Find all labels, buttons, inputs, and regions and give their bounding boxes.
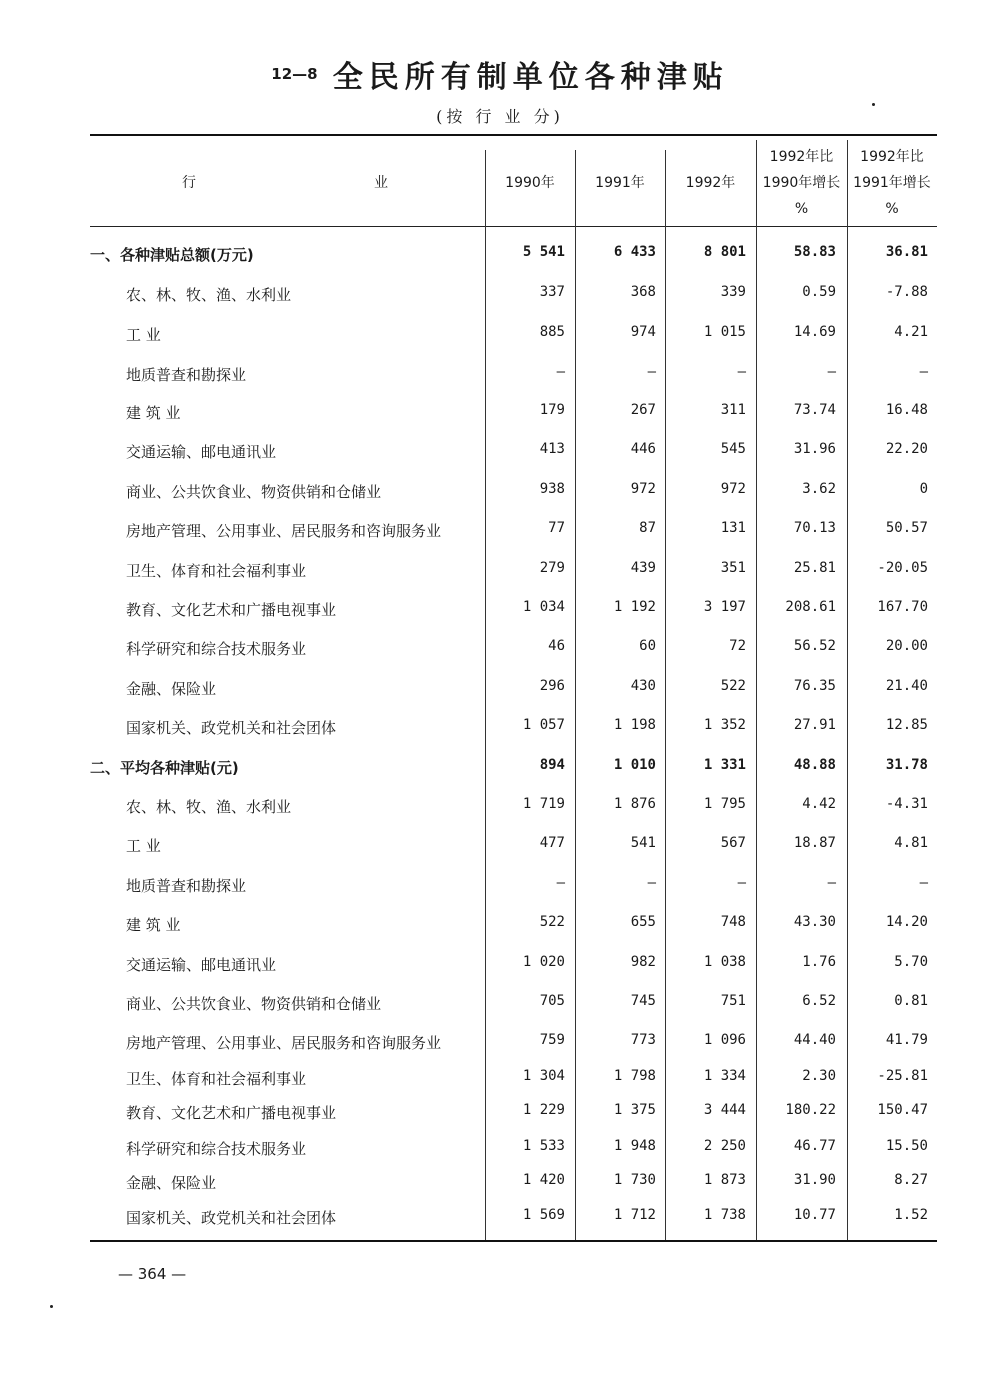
cell-g91: 14.20 bbox=[885, 914, 928, 930]
cell-g91: — bbox=[919, 875, 928, 891]
table-row bbox=[90, 595, 937, 623]
row-label: 地质普查和勘探业 bbox=[126, 877, 247, 895]
table-row bbox=[90, 792, 937, 820]
cell-v1992: 751 bbox=[720, 993, 746, 1009]
cell-v1990: 1 304 bbox=[522, 1068, 565, 1084]
cell-g90: 76.35 bbox=[793, 678, 836, 694]
cell-v1990: 77 bbox=[548, 520, 565, 536]
cell-v1992: 748 bbox=[720, 914, 746, 930]
cell-v1991: 1 375 bbox=[613, 1102, 656, 1118]
row-label: 商业、公共饮食业、物资供销和仓储业 bbox=[126, 995, 382, 1013]
table-row bbox=[90, 1028, 937, 1056]
cell-g91: 0.81 bbox=[894, 993, 928, 1009]
cell-v1990: 885 bbox=[539, 324, 565, 340]
row-label: 一、各种津贴总额(万元) bbox=[90, 246, 254, 264]
table-row bbox=[90, 950, 937, 978]
cell-v1992: 1 015 bbox=[703, 324, 746, 340]
table-number: 12—8 bbox=[271, 65, 318, 83]
row-label: 金融、保险业 bbox=[126, 1174, 217, 1192]
cell-v1990: 1 569 bbox=[522, 1207, 565, 1223]
cell-v1991: 1 192 bbox=[613, 599, 656, 615]
table-top-rule bbox=[90, 134, 937, 136]
section-row bbox=[90, 240, 937, 268]
header-1990: 1990年 bbox=[505, 175, 555, 191]
cell-v1992: 339 bbox=[720, 284, 746, 300]
cell-v1991: 267 bbox=[630, 402, 656, 418]
table-row bbox=[90, 831, 937, 859]
cell-g90: 44.40 bbox=[793, 1032, 836, 1048]
cell-g91: -7.88 bbox=[885, 284, 928, 300]
cell-g90: 27.91 bbox=[793, 717, 836, 733]
cell-v1992: 1 795 bbox=[703, 796, 746, 812]
table-row bbox=[90, 910, 937, 938]
cell-g90: — bbox=[827, 875, 836, 891]
cell-v1992: 72 bbox=[729, 638, 746, 654]
cell-v1991: 745 bbox=[630, 993, 656, 1009]
cell-v1990: 337 bbox=[539, 284, 565, 300]
row-label: 房地产管理、公用事业、居民服务和咨询服务业 bbox=[126, 1034, 442, 1052]
table-row bbox=[90, 989, 937, 1017]
cell-v1992: 3 197 bbox=[703, 599, 746, 615]
cell-g91: 16.48 bbox=[885, 402, 928, 418]
cell-g90: 46.77 bbox=[793, 1138, 836, 1154]
cell-v1991: 1 798 bbox=[613, 1068, 656, 1084]
cell-v1990: 1 020 bbox=[522, 954, 565, 970]
cell-v1990: 279 bbox=[539, 560, 565, 576]
table-row bbox=[90, 1168, 937, 1196]
cell-v1991: 541 bbox=[630, 835, 656, 851]
cell-v1990: 413 bbox=[539, 441, 565, 457]
cell-g91: 0 bbox=[919, 481, 928, 497]
cell-v1990: 938 bbox=[539, 481, 565, 497]
row-label: 卫生、体育和社会福利事业 bbox=[126, 1070, 307, 1088]
cell-v1991: — bbox=[647, 364, 656, 380]
cell-v1992: 8 801 bbox=[703, 244, 746, 260]
cell-g90: 56.52 bbox=[793, 638, 836, 654]
page-number: — 364 — bbox=[118, 1265, 187, 1283]
cell-g90: 180.22 bbox=[785, 1102, 836, 1118]
cell-v1991: 439 bbox=[630, 560, 656, 576]
cell-v1992: — bbox=[737, 364, 746, 380]
cell-v1991: 368 bbox=[630, 284, 656, 300]
cell-g91: 1.52 bbox=[894, 1207, 928, 1223]
cell-v1992: 311 bbox=[720, 402, 746, 418]
cell-v1990: 1 533 bbox=[522, 1138, 565, 1154]
cell-v1990: 705 bbox=[539, 993, 565, 1009]
cell-v1992: 567 bbox=[720, 835, 746, 851]
table-row bbox=[90, 556, 937, 584]
cell-v1991: 1 948 bbox=[613, 1138, 656, 1154]
cell-v1990: 1 057 bbox=[522, 717, 565, 733]
cell-g91: 15.50 bbox=[885, 1138, 928, 1154]
cell-v1990: — bbox=[556, 364, 565, 380]
table-row bbox=[90, 280, 937, 308]
table-title: 全民所有制单位各种津贴 bbox=[332, 60, 729, 95]
cell-g90: 208.61 bbox=[785, 599, 836, 615]
row-label: 建 筑 业 bbox=[126, 916, 181, 934]
cell-g90: 73.74 bbox=[793, 402, 836, 418]
table-row bbox=[90, 1134, 937, 1162]
cell-v1992: 351 bbox=[720, 560, 746, 576]
row-label: 工 业 bbox=[126, 837, 161, 855]
cell-g90: 18.87 bbox=[793, 835, 836, 851]
cell-g91: 50.57 bbox=[885, 520, 928, 536]
cell-g91: 150.47 bbox=[877, 1102, 928, 1118]
cell-g91: 20.00 bbox=[885, 638, 928, 654]
row-label: 卫生、体育和社会福利事业 bbox=[126, 562, 307, 580]
cell-v1992: 1 873 bbox=[703, 1172, 746, 1188]
cell-v1991: 982 bbox=[630, 954, 656, 970]
table-row bbox=[90, 360, 937, 388]
cell-v1992: 131 bbox=[720, 520, 746, 536]
cell-v1991: 1 730 bbox=[613, 1172, 656, 1188]
table-bottom-rule bbox=[90, 1240, 937, 1242]
cell-g90: 6.52 bbox=[802, 993, 836, 1009]
table-row bbox=[90, 1203, 937, 1231]
cell-g91: 21.40 bbox=[885, 678, 928, 694]
cell-g91: 4.21 bbox=[894, 324, 928, 340]
cell-g91: 41.79 bbox=[885, 1032, 928, 1048]
row-label: 金融、保险业 bbox=[126, 680, 217, 698]
cell-v1990: 894 bbox=[539, 757, 565, 773]
table-row bbox=[90, 1064, 937, 1092]
cell-g90: 3.62 bbox=[802, 481, 836, 497]
cell-v1991: 655 bbox=[630, 914, 656, 930]
cell-g90: 10.77 bbox=[793, 1207, 836, 1223]
cell-g91: 5.70 bbox=[894, 954, 928, 970]
row-label: 建 筑 业 bbox=[126, 404, 181, 422]
cell-v1992: 1 334 bbox=[703, 1068, 746, 1084]
cell-v1990: 477 bbox=[539, 835, 565, 851]
cell-g90: — bbox=[827, 364, 836, 380]
cell-g91: 31.78 bbox=[885, 757, 928, 773]
table-row bbox=[90, 1098, 937, 1126]
header-growth-vs-1990: 1992年比 1990年增长 % bbox=[762, 149, 841, 217]
row-label: 商业、公共饮食业、物资供销和仓储业 bbox=[126, 483, 382, 501]
cell-v1990: 1 420 bbox=[522, 1172, 565, 1188]
cell-g91: -4.31 bbox=[885, 796, 928, 812]
cell-g91: 12.85 bbox=[885, 717, 928, 733]
cell-v1991: 430 bbox=[630, 678, 656, 694]
cell-v1990: 522 bbox=[539, 914, 565, 930]
cell-v1992: 1 096 bbox=[703, 1032, 746, 1048]
cell-g90: 25.81 bbox=[793, 560, 836, 576]
cell-v1992: 1 038 bbox=[703, 954, 746, 970]
cell-v1991: 1 198 bbox=[613, 717, 656, 733]
cell-g90: 31.96 bbox=[793, 441, 836, 457]
row-label: 农、林、牧、渔、水利业 bbox=[126, 798, 292, 816]
cell-g91: — bbox=[919, 364, 928, 380]
cell-g91: 22.20 bbox=[885, 441, 928, 457]
cell-g90: 1.76 bbox=[802, 954, 836, 970]
cell-v1990: 5 541 bbox=[522, 244, 565, 260]
cell-v1991: 972 bbox=[630, 481, 656, 497]
cell-v1991: 1 876 bbox=[613, 796, 656, 812]
header-1991: 1991年 bbox=[595, 175, 645, 191]
table-row bbox=[90, 437, 937, 465]
table-header-rule bbox=[90, 226, 937, 227]
cell-v1991: 87 bbox=[639, 520, 656, 536]
speck bbox=[872, 103, 875, 106]
row-label: 交通运输、邮电通讯业 bbox=[126, 443, 277, 461]
cell-g90: 0.59 bbox=[802, 284, 836, 300]
header-1992: 1992年 bbox=[685, 175, 736, 191]
cell-v1992: — bbox=[737, 875, 746, 891]
cell-v1991: 1 010 bbox=[613, 757, 656, 773]
cell-g91: 4.81 bbox=[894, 835, 928, 851]
row-label: 教育、文化艺术和广播电视事业 bbox=[126, 601, 337, 619]
cell-v1992: 1 738 bbox=[703, 1207, 746, 1223]
cell-v1990: 1 229 bbox=[522, 1102, 565, 1118]
speck bbox=[50, 1305, 53, 1308]
row-label: 地质普查和勘探业 bbox=[126, 366, 247, 384]
cell-g90: 48.88 bbox=[793, 757, 836, 773]
cell-v1990: 1 034 bbox=[522, 599, 565, 615]
cell-v1990: 759 bbox=[539, 1032, 565, 1048]
cell-v1991: 60 bbox=[639, 638, 656, 654]
section-row bbox=[90, 753, 937, 781]
cell-g90: 43.30 bbox=[793, 914, 836, 930]
cell-g90: 14.69 bbox=[793, 324, 836, 340]
cell-v1992: 522 bbox=[720, 678, 746, 694]
cell-g91: -25.81 bbox=[877, 1068, 928, 1084]
table-row bbox=[90, 871, 937, 899]
cell-v1992: 1 352 bbox=[703, 717, 746, 733]
table-row bbox=[90, 320, 937, 348]
cell-v1990: — bbox=[556, 875, 565, 891]
cell-v1991: 6 433 bbox=[613, 244, 656, 260]
cell-v1991: 1 712 bbox=[613, 1207, 656, 1223]
cell-v1992: 1 331 bbox=[703, 757, 746, 773]
cell-v1992: 972 bbox=[720, 481, 746, 497]
table-row bbox=[90, 674, 937, 702]
table-subtitle: (按 行 业 分) bbox=[436, 107, 564, 126]
row-label: 二、平均各种津贴(元) bbox=[90, 759, 239, 777]
table-row bbox=[90, 477, 937, 505]
row-label: 教育、文化艺术和广播电视事业 bbox=[126, 1104, 337, 1122]
cell-g90: 70.13 bbox=[793, 520, 836, 536]
table-row bbox=[90, 516, 937, 544]
cell-v1991: 974 bbox=[630, 324, 656, 340]
cell-g91: -20.05 bbox=[877, 560, 928, 576]
cell-g90: 2.30 bbox=[802, 1068, 836, 1084]
cell-v1990: 1 719 bbox=[522, 796, 565, 812]
cell-g91: 8.27 bbox=[894, 1172, 928, 1188]
table-row bbox=[90, 634, 937, 662]
row-label: 国家机关、政党机关和社会团体 bbox=[126, 719, 337, 737]
page-title bbox=[0, 52, 1000, 96]
row-label: 房地产管理、公用事业、居民服务和咨询服务业 bbox=[126, 522, 442, 540]
cell-v1990: 296 bbox=[539, 678, 565, 694]
row-label: 科学研究和综合技术服务业 bbox=[126, 640, 307, 658]
cell-v1990: 46 bbox=[548, 638, 565, 654]
cell-g90: 4.42 bbox=[802, 796, 836, 812]
cell-v1992: 2 250 bbox=[703, 1138, 746, 1154]
cell-v1992: 3 444 bbox=[703, 1102, 746, 1118]
row-label: 农、林、牧、渔、水利业 bbox=[126, 286, 292, 304]
row-label: 科学研究和综合技术服务业 bbox=[126, 1140, 307, 1158]
table-row bbox=[90, 713, 937, 741]
cell-v1990: 179 bbox=[539, 402, 565, 418]
cell-g91: 36.81 bbox=[885, 244, 928, 260]
cell-v1992: 545 bbox=[720, 441, 746, 457]
cell-g91: 167.70 bbox=[877, 599, 928, 615]
header-growth-vs-1991: 1992年比 1991年增长 % bbox=[853, 149, 931, 217]
cell-v1991: 773 bbox=[630, 1032, 656, 1048]
row-label: 国家机关、政党机关和社会团体 bbox=[126, 1209, 337, 1227]
cell-g90: 58.83 bbox=[793, 244, 836, 260]
row-label: 工 业 bbox=[126, 326, 161, 344]
table-row bbox=[90, 398, 937, 426]
cell-v1991: — bbox=[647, 875, 656, 891]
cell-v1991: 446 bbox=[630, 441, 656, 457]
cell-g90: 31.90 bbox=[793, 1172, 836, 1188]
row-label: 交通运输、邮电通讯业 bbox=[126, 956, 277, 974]
